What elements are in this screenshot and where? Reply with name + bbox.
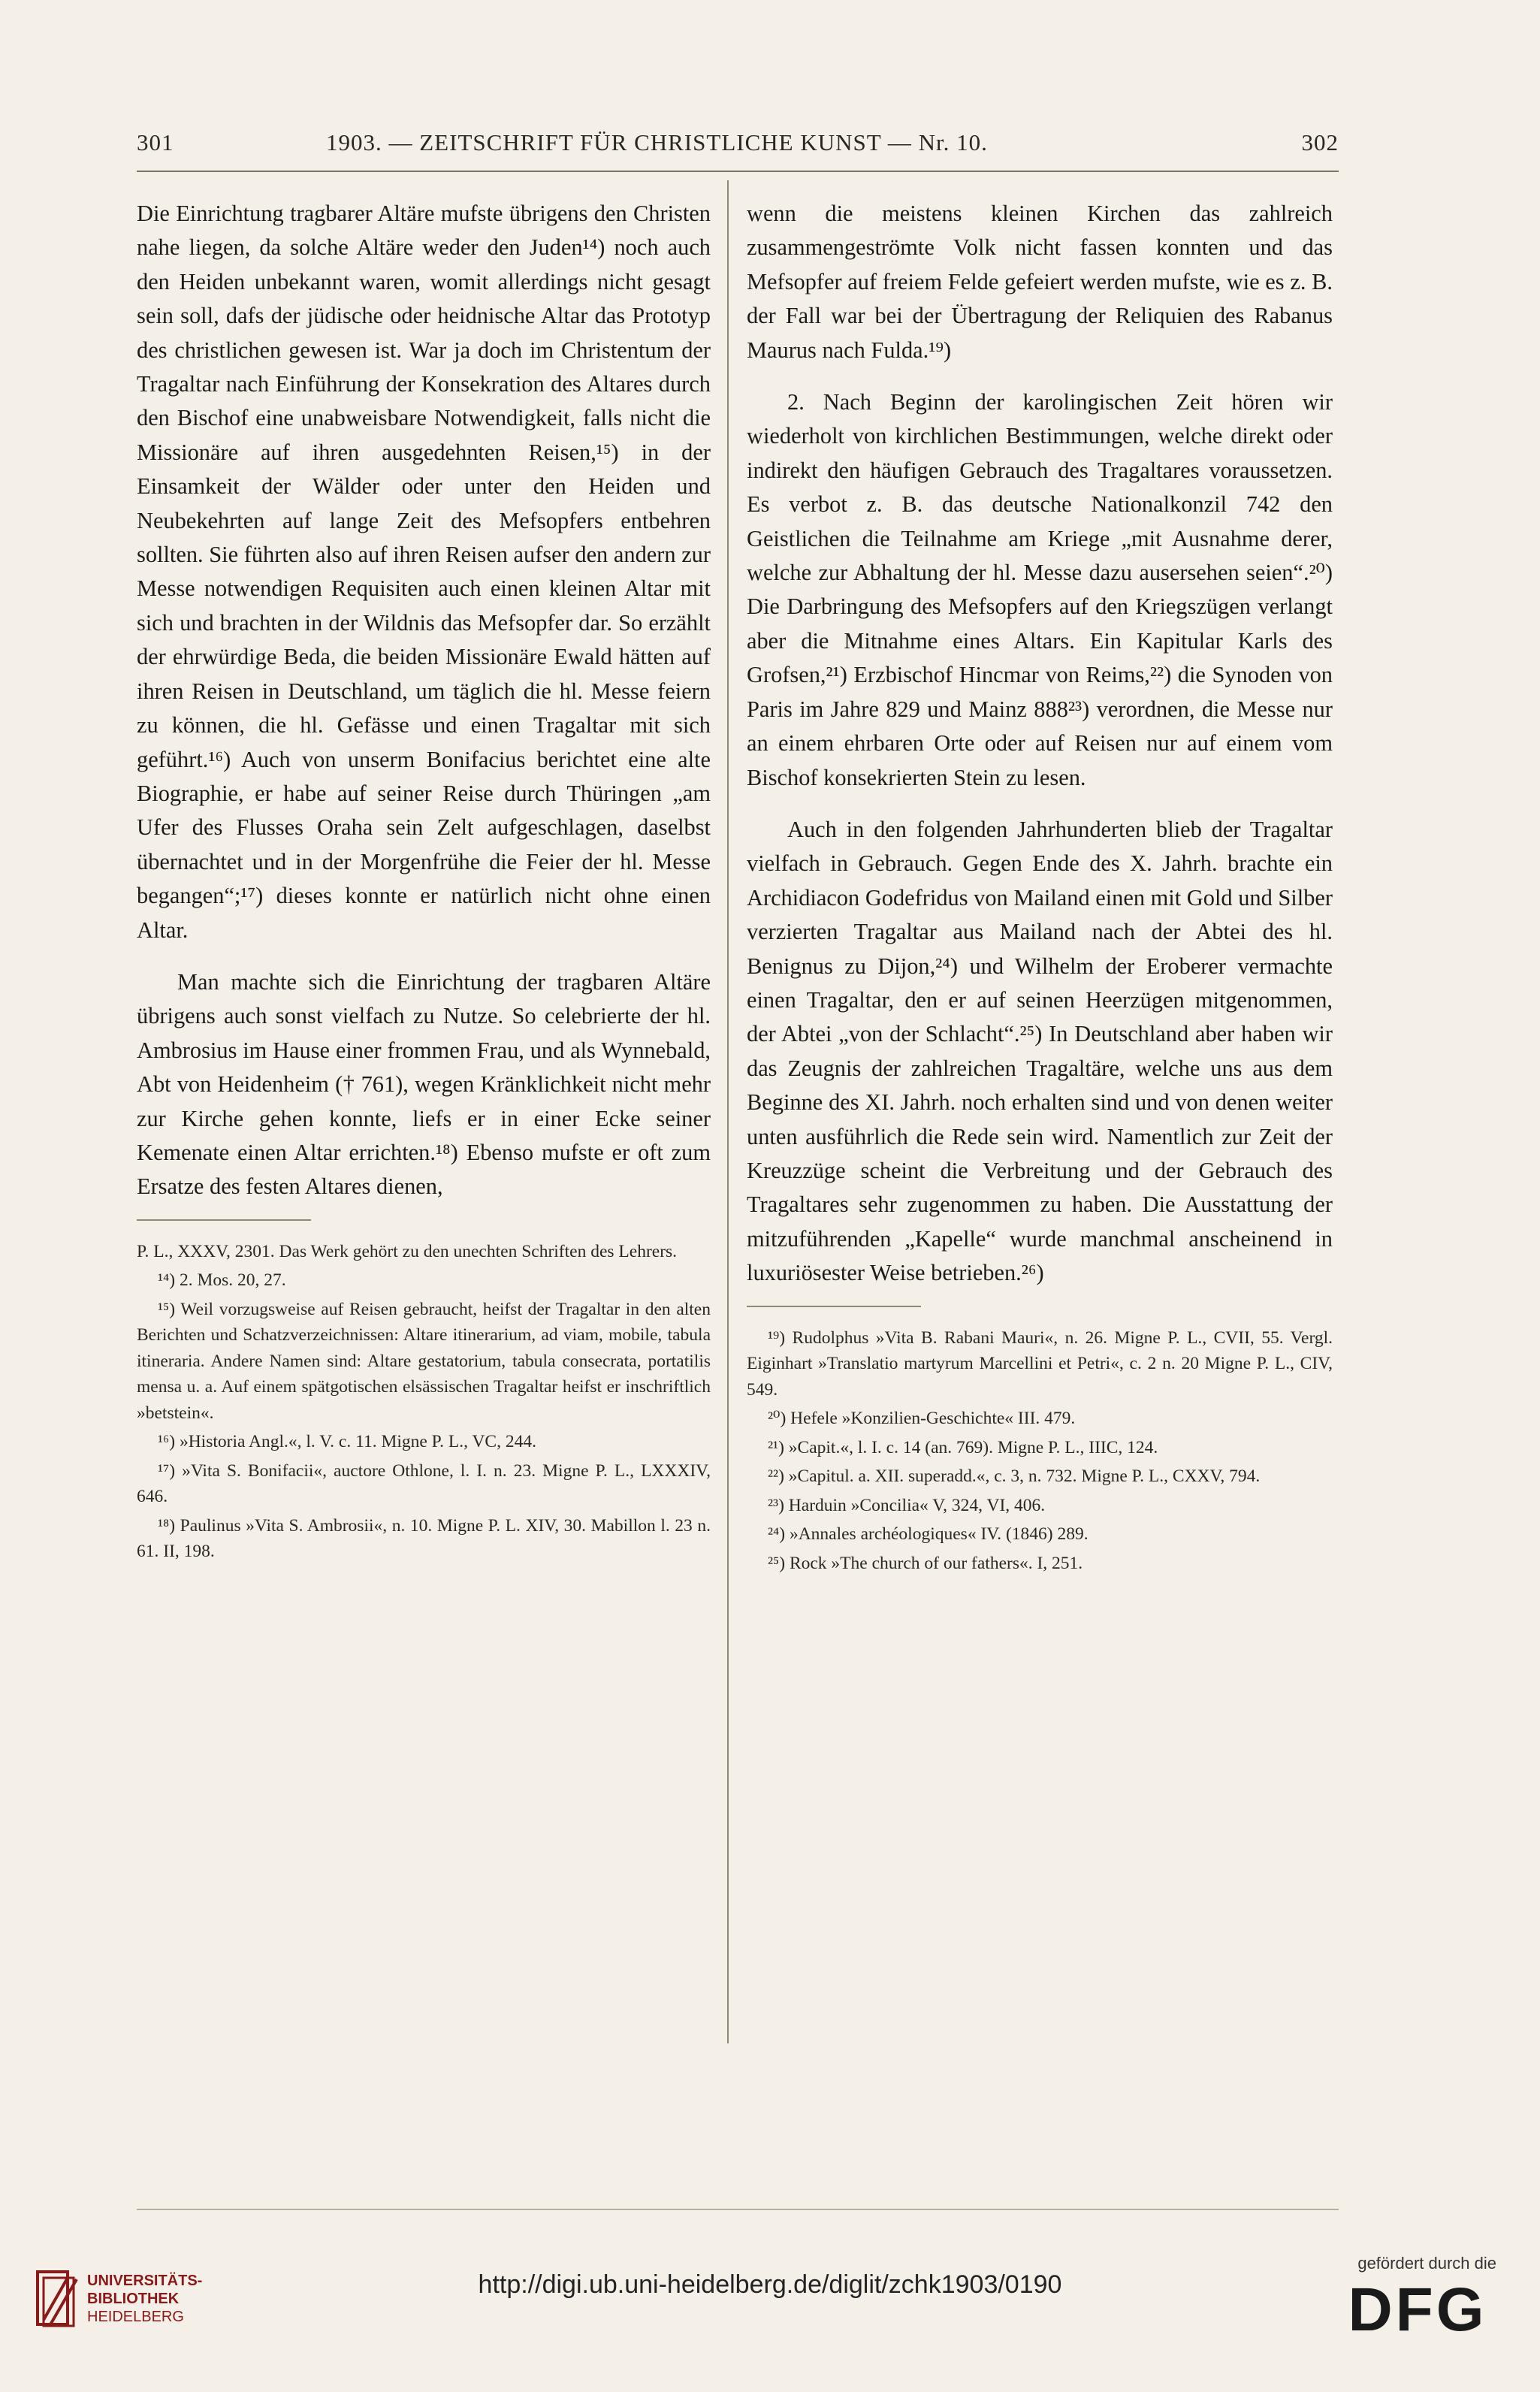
footnote: ²²) »Capitul. a. XII. superadd.«, c. 3, n. 732. Migne P. L., CXXV, 794. <box>768 1466 1261 1487</box>
source-url-link[interactable]: http://digi.ub.uni-heidelberg.de/diglit/zchk1903/0190 <box>478 2270 1062 2299</box>
footnote: ¹⁶) »Historia Angl.«, l. V. c. 11. Migne P. L., VC, 244. <box>158 1432 536 1452</box>
left-body-text <box>137 197 711 1204</box>
footnote: ¹⁴) 2. Mos. 20, 27. <box>158 1270 286 1291</box>
left-column <box>137 197 711 1568</box>
dfg-funder-logo[interactable] <box>1339 2254 1496 2359</box>
footnote: ²³) Harduin »Concilia« V, 324, VI, 406. <box>768 1495 1046 1515</box>
footnote: ²⁴) »Annales archéologiques« IV. (1846) 289. <box>768 1524 1089 1545</box>
paragraph: Man machte sich die Einrichtung der tragbaren Altäre übrigens auch sonst vielfach zu Nutze. So celebrierte der hl. Ambrosius im Hause einer frommen Frau, und als Wynnebald, Abt von Heidenheim († 761), wegen Kränklichkeit nicht mehr zur Kirche gehen konnte, liefs er in einer Ecke seiner Kemenate einen Altar errichten.¹⁸) Ebenso mufste er oft zum Ersatze des festen Altares dienen, <box>137 968 711 1200</box>
column-divider <box>727 180 729 2043</box>
page-number-left: 301 <box>137 129 174 156</box>
footnote-rule <box>747 1306 921 1307</box>
dfg-logo-icon <box>1339 2278 1496 2338</box>
footnote: ²¹) »Capit.«, l. I. c. 14 (an. 769). Migne P. L., IIIC, 124. <box>768 1437 1158 1457</box>
running-header <box>137 129 1339 167</box>
footnote: ¹⁸) Paulinus »Vita S. Ambrosii«, n. 10. Migne P. L. XIV, 30. Mabillon l. 23 n. 61. II, 198. <box>137 1515 711 1562</box>
right-column <box>747 197 1333 1579</box>
left-footnotes <box>137 1239 711 1565</box>
library-name-line: HEIDELBERG <box>87 2309 184 2325</box>
dfg-logo-text: DFG <box>1348 2278 1487 2338</box>
footnote-rule <box>137 1219 311 1221</box>
footnote: ¹⁹) Rudolphus »Vita B. Rabani Mauri«, n. 26. Migne P. L., CVII, 55. Vergl. Eiginhart »Translatio martyrum Marcellini et Petri«, c. 2 n. 20 Migne P. L., CIV, 549. <box>747 1327 1333 1400</box>
paragraph: 2. Nach Beginn der karolingischen Zeit hören wir wiederholt von kirchlichen Bestimmungen, welche direkt oder indirekt den häufigen Gebrauch des Tragaltares voraussetzen. Es verbot z. B. das deutsche Nationalkonzil 742 den Geistlichen die Teilnahme am Kriege „mit Ausnahme derer, welche zur Abhaltung der hl. Messe dazu ausersehen seien“.²⁰) Die Darbringung des Mefsopfers auf den Kriegszügen verlangt aber die Mitnahme eines Altars. Ein Kapitular Karls des Grofsen,²¹) Erzbischof Hincmar von Reims,²²) die Synoden von Paris im Jahre 829 und Mainz 888²³) verordnen, die Messe nur an einem ehrbaren Orte oder auf Reisen nur auf einem vom Bischof konsekrierten Stein zu lesen. <box>747 389 1333 790</box>
right-footnotes <box>747 1325 1333 1577</box>
funder-caption: gefördert durch die <box>1357 2254 1496 2273</box>
paragraph: Die Einrichtung tragbarer Altäre mufste übrigens den Christen nahe liegen, da solche Altäre weder den Juden¹⁴) noch auch den Heiden unbekannt waren, womit allerdings nicht gesagt sein soll, dafs der jüdische oder heidnische Altar das Prototyp des christlichen gewesen ist. War ja doch im Christentum der Tragaltar nach Einführung der Konsekration des Altares durch den Bischof eine unabweisbare Notwendigkeit, falls nicht die Missionäre auf ihren ausgedehnten Reisen,¹⁵) in der Einsamkeit der Wälder oder unter den Heiden und Neubekehrten auf lange Zeit des Mefsopfers entbehren sollten. Sie führten also auf ihren Reisen aufser den andern zur Messe notwendigen Requisiten auch einen kleinen Altar mit sich und brachten in der Wildnis das Mefsopfer dar. So erzählt der ehrwürdige Beda, die beiden Missionäre Ewald hätten auf ihren Reisen in Deutschland, um täglich die hl. Messe feiern zu können, die hl. Gefässe und einen Tragaltar mit sich geführt.¹⁶) Auch von unserm Bonifacius berichtet eine alte Biographie, er habe auf seiner Reise durch Thüringen „am Ufer des Flusses Oraha sein Zelt aufgeschlagen, daselbst übernachtet und in der Morgenfrühe die Feier der hl. Messe begangen“;¹⁷) dieses konnte er natürlich nicht ohne einen Altar. <box>137 201 711 943</box>
footnote: ²⁵) Rock »The church of our fathers«. I, 251. <box>768 1553 1083 1573</box>
paragraph: wenn die meistens kleinen Kirchen das zahlreich zusammengeströmte Volk nicht fassen konnten und das Mefsopfer auf freiem Felde gefeiert werden mufste, wie es z. B. der Fall war bei der Übertragung der Reliquien des Rabanus Maurus nach Fulda.¹⁹) <box>747 201 1333 363</box>
library-name-line: BIBLIOTHEK <box>87 2291 180 2307</box>
footnote: ¹⁷) »Vita S. Bonifacii«, auctore Othlone, l. I. n. 23. Migne P. L., LXXXIV, 646. <box>137 1460 711 1507</box>
library-name-line: UNIVERSITÄTS- <box>87 2273 203 2289</box>
footer-rule <box>137 2209 1339 2210</box>
header-rule <box>137 171 1339 172</box>
page-number-right: 302 <box>1301 129 1339 156</box>
paragraph: Auch in den folgenden Jahrhunderten blieb der Tragaltar vielfach in Gebrauch. Gegen Ende des X. Jahrh. brachte ein Archidiacon Godefridus von Mailand einen mit Gold und Silber verzierten Tragaltar aus Mailand nach der Abtei des hl. Benignus zu Dijon,²⁴) und Wilhelm der Eroberer vermachte einen Tragaltar, den er auf seinen Heerzügen mitgenommen, der Abtei „von der Schlacht“.²⁵) In Deutschland aber haben wir das Zeugnis der zahlreichen Tragaltäre, welche uns aus dem Beginne des XI. Jahrh. noch erhalten sind und von denen weiter unten ausführlich die Rede sein wird. Namentlich zur Zeit der Kreuzzüge scheint die Verbreitung und der Gebrauch des Tragaltares sehr zugenommen zu haben. Die Ausstattung der mitzuführenden „Kapelle“ wurde manchmal anscheinend in luxuriösester Weise betrieben.²⁶) <box>747 816 1333 1286</box>
journal-title: 1903. — ZEITSCHRIFT FÜR CHRISTLICHE KUNST — Nr. 10. <box>326 129 988 156</box>
right-body-text <box>747 197 1333 1291</box>
footnote: ¹⁵) Weil vorzugsweise auf Reisen gebraucht, heifst der Tragaltar in den alten Berichten und Schatzverzeichnissen: Altare itinerarium, ad viam, mobile, tabula itineraria. Andere Namen sind: Altare gestatorium, tabula consecrata, portatilis mensa u. a. Auf einem spätgotischen elsässischen Tragaltar heifst er inschriftlich »betstein«. <box>137 1299 711 1423</box>
footnote: P. L., XXXV, 2301. Das Werk gehört zu den unechten Schriften des Lehrers. <box>137 1241 678 1261</box>
footnote: ²⁰) Hefele »Konzilien-Geschichte« III. 479. <box>768 1409 1076 1429</box>
